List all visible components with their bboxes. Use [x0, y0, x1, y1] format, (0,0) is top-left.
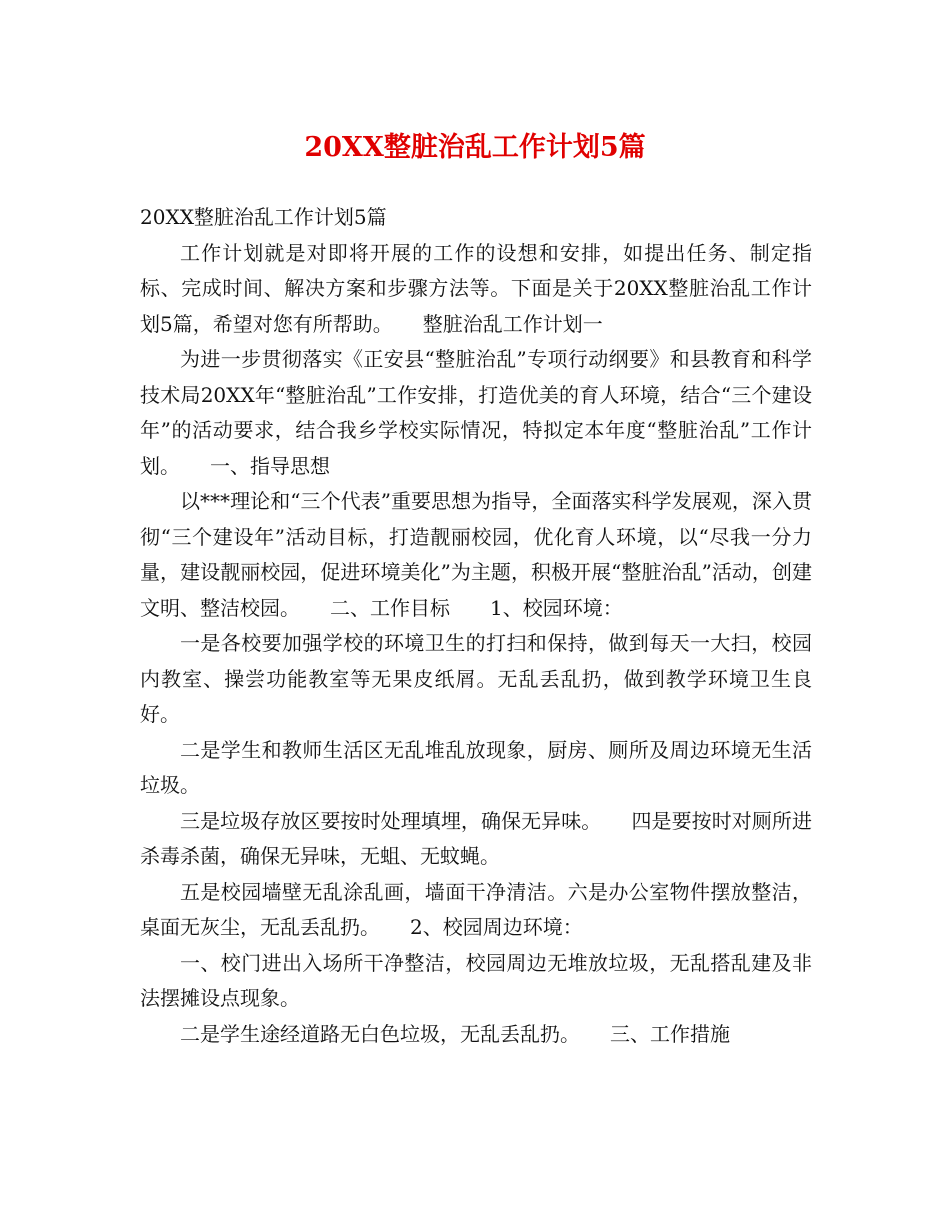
body-paragraph: 一是各校要加强学校的环境卫生的打扫和保持，做到每天一大扫，校园内教室、操尝功能教室等无果皮纸屑。无乱丢乱扔，做到教学环境卫生良好。 [140, 631, 812, 726]
body-paragraph: 20XX整脏治乱工作计划5篇 [140, 205, 387, 229]
body-paragraph: 以***理论和“三个代表”重要思想为指导，全面落实科学发展观，深入贯彻“三个建设年”活动目标，打造靓丽校园，优化育人环境，以“尽我一分力量，建设靓丽校园，促进环境美化”为主题，积极开展“整脏治乱”活动，创建文明、整洁校园。 二、工作目标 1、校园环境： [140, 489, 812, 620]
body-paragraph: 一、校门进出入场所干净整洁，校园周边无堆放垃圾，无乱搭乱建及非法摆摊设点现象。 [140, 950, 812, 1010]
document-title: 20XX整脏治乱工作计划5篇 [304, 132, 646, 163]
body-paragraph: 五是校园墙壁无乱涂乱画，墙面干净清洁。六是办公室物件摆放整洁，桌面无灰尘，无乱丢乱扔。 2、校园周边环境： [140, 879, 812, 939]
body-paragraph: 三是垃圾存放区要按时处理填埋，确保无异味。 四是要按时对厕所进杀毒杀菌，确保无异味，无蛆、无蚊蝇。 [140, 808, 812, 868]
body-paragraph: 二是学生途经道路无白色垃圾，无乱丢乱扔。 三、工作措施 [180, 1021, 730, 1046]
body-paragraph: 为进一步贯彻落实《正安县“整脏治乱”专项行动纲要》和县教育和科学技术局20XX年“整脏治乱”工作安排，打造优美的育人环境，结合“三个建设年”的活动要求，结合我乡学校实际情况，特拟定本年度“整脏治乱”工作计划。 一、指导思想 [140, 347, 812, 478]
body-paragraph: 二是学生和教师生活区无乱堆乱放现象，厨房、厕所及周边环境无生活垃圾。 [140, 737, 812, 797]
document-body [140, 200, 812, 1052]
body-paragraph: 工作计划就是对即将开展的工作的设想和安排，如提出任务、制定指标、完成时间、解决方案和步骤方法等。下面是关于20XX整脏治乱工作计划5篇，希望对您有所帮助。 整脏治乱工作计划一 [140, 240, 812, 336]
